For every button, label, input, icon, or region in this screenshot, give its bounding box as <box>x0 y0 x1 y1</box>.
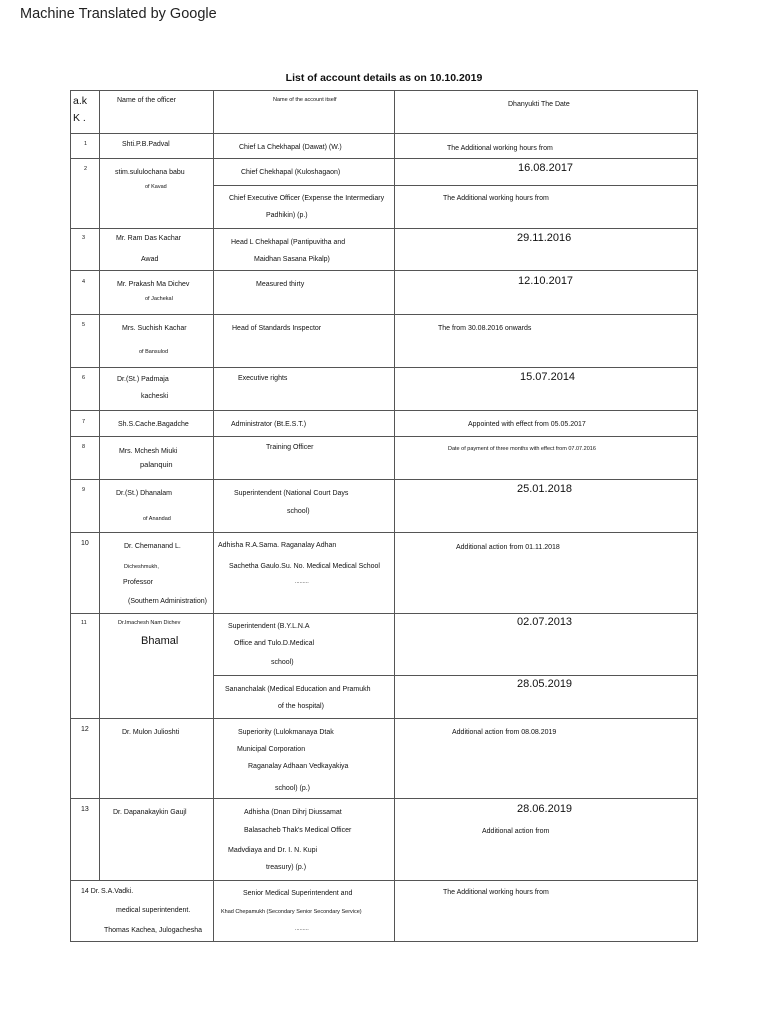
row-number: 1 <box>84 141 88 147</box>
date-text: Additional action from 01.11.2018 <box>456 544 560 551</box>
account-name: Padhikin) (p.) <box>266 212 308 219</box>
officer-name: Sh.S.Cache.Bagadche <box>118 421 189 428</box>
header-account: Name of the account itself <box>273 97 337 103</box>
account-name: Superiority (Lulokmanaya Dtak <box>238 729 334 736</box>
table-rule <box>70 479 698 480</box>
officer-name: kacheski <box>141 393 169 400</box>
officer-name: Dr.Imachesh Nam Dichev <box>118 620 181 626</box>
account-name: Superintendent (B.Y.L.N.A <box>228 623 310 630</box>
account-name: school) (p.) <box>275 785 311 792</box>
account-name: Balasacheb Thak's Medical Officer <box>244 827 352 834</box>
row-number: 10 <box>81 540 89 547</box>
account-name: Senior Medical Superintendent and <box>243 890 353 897</box>
account-name: Training Officer <box>266 444 314 451</box>
officer-name: medical superintendent. <box>116 907 191 914</box>
date-value: 25.01.2018 <box>517 483 573 495</box>
date-value: 16.08.2017 <box>518 162 574 174</box>
date-value: 28.05.2019 <box>517 678 573 690</box>
table-rule <box>70 880 698 881</box>
header-date: Dhanyukti The Date <box>508 101 570 108</box>
table-rule <box>70 133 698 134</box>
row-number: 5 <box>82 322 86 328</box>
officer-name: Thomas Kachea, Julogachesha <box>104 927 203 934</box>
officer-name: Mrs. Mchesh Miuki <box>119 448 178 455</box>
table-rule <box>70 532 698 533</box>
account-name: Khad Chepamukh (Secondary Senior Secondary Service) <box>221 909 362 915</box>
date-text: Additional action from <box>482 828 550 835</box>
account-name: Madvdiaya and Dr. I. N. Kupi <box>228 847 318 854</box>
table-rule <box>70 367 698 368</box>
date-text: Additional action from 08.08.2019 <box>452 729 557 736</box>
row-number: 14 Dr. <box>81 888 100 895</box>
date-value: 29.11.2016 <box>517 232 572 244</box>
officer-name: of Kavad <box>145 184 167 190</box>
table-rule <box>70 410 698 411</box>
date-text: The Additional working hours from <box>443 889 549 896</box>
officer-name: of Jachekal <box>145 296 173 302</box>
header-sr-label: K . <box>73 112 86 124</box>
account-name: Sananchalak (Medical Education and Pramukh <box>225 686 371 693</box>
account-name: Sachetha Gaulo.Su. No. Medical Medical School <box>229 563 380 570</box>
account-name: Superintendent (National Court Days <box>234 490 349 497</box>
date-text: Date of payment of three months with effect from 07.07.2016 <box>448 446 596 452</box>
account-name: Chief Executive Officer (Expense the Intermediary <box>229 195 385 202</box>
table-rule <box>70 90 71 942</box>
account-name: of the hospital) <box>278 703 324 710</box>
table-rule <box>697 90 698 942</box>
row-number: 12 <box>81 726 89 733</box>
officer-name: Dr. Dapanakaykin Gaujl <box>113 809 187 816</box>
account-name: Raganalay Adhaan Vedkayakiya <box>248 763 349 770</box>
table-rule <box>70 436 698 437</box>
row-number: 3 <box>82 235 86 241</box>
officer-name: Dicheshmukh, <box>124 564 159 570</box>
document-title: List of account details as on 10.10.2019 <box>285 72 483 84</box>
header-sr-label: a.k <box>73 95 88 107</box>
officer-name: Shti.P.B.Padval <box>122 141 170 148</box>
officer-name: Bhamal <box>141 635 179 647</box>
officer-name: Mr. Prakash Ma Dichev <box>117 281 190 288</box>
row-number: 7 <box>82 419 86 425</box>
officer-name: Mr. Ram Das Kachar <box>116 235 181 242</box>
officer-name: Professor <box>123 579 153 586</box>
account-name: Adhisha (Dnan Dihrj Diussamat <box>244 809 342 816</box>
account-name: Office and Tulo.D.Medical <box>234 640 315 647</box>
table-rule <box>70 314 698 315</box>
date-text: The Additional working hours from <box>443 195 549 202</box>
table-rule <box>70 613 698 614</box>
account-name: Executive rights <box>238 375 288 382</box>
officer-name: palanquin <box>140 460 173 469</box>
officer-name: of Anandad <box>143 516 171 522</box>
officer-name: Dr. Chemanand L. <box>124 543 181 550</box>
account-name: Head of Standards Inspector <box>232 325 322 332</box>
officer-name: Mrs. Suchish Kachar <box>122 325 187 332</box>
date-value: 15.07.2014 <box>520 371 576 383</box>
officer-name: stim.sululochana babu <box>115 169 185 176</box>
date-value: 12.10.2017 <box>518 275 574 287</box>
table-rule <box>70 158 698 159</box>
officer-name: of Bansulod <box>139 349 169 355</box>
account-name: Municipal Corporation <box>237 746 306 753</box>
translation-banner: Machine Translated by Google <box>20 6 217 22</box>
table-rule <box>99 90 100 880</box>
account-name: Adhisha R.A.Sama. Raganalay Adhan <box>218 542 337 549</box>
table-rule <box>213 675 698 676</box>
account-name: treasury) (p.) <box>266 864 307 871</box>
date-text: The Additional working hours from <box>447 145 553 152</box>
account-name: ......... <box>295 926 309 932</box>
table-rule <box>70 718 698 719</box>
officer-name: Dr. Mulon Julioshti <box>122 729 180 736</box>
row-number: 11 <box>81 620 87 626</box>
date-text: Appointed with effect from 05.05.2017 <box>468 421 586 428</box>
row-number: 6 <box>82 375 86 381</box>
row-number: 4 <box>82 279 86 285</box>
date-text: The from 30.08.2016 onwards <box>438 325 532 332</box>
table-rule <box>394 90 395 942</box>
table-rule <box>213 185 698 186</box>
account-name: school) <box>271 659 294 666</box>
account-name: Administrator (Bt.E.S.T.) <box>231 421 307 428</box>
table-rule <box>70 798 698 799</box>
row-number: 13 <box>81 806 89 813</box>
account-name: Chief La Chekhapal (Dawat) (W.) <box>239 144 342 151</box>
table-rule <box>213 90 214 942</box>
header-officer: Name of the officer <box>117 97 177 104</box>
table-rule <box>70 228 698 229</box>
table-rule <box>70 941 698 942</box>
officer-name: Dr.(St.) Padmaja <box>117 376 169 383</box>
account-name: Maidhan Sasana Pikalp) <box>254 256 330 263</box>
table-rule <box>70 270 698 271</box>
officer-name: Dr.(St.) Dhanalam <box>116 490 173 497</box>
row-number: 8 <box>82 444 86 450</box>
account-name: Measured thirty <box>256 281 305 288</box>
officer-name: Awad <box>141 256 159 263</box>
account-name: school) <box>287 508 310 515</box>
officer-name: (Southern Administration) <box>128 598 207 605</box>
table-rule <box>70 90 698 91</box>
account-name: Head L Chekhapal (Pantipuvitha and <box>231 239 346 246</box>
row-number: 9 <box>82 487 86 493</box>
officer-name: S.A.Vadki. <box>101 888 134 895</box>
account-name: ......... <box>295 579 309 585</box>
row-number: 2 <box>84 166 88 172</box>
date-value: 28.06.2019 <box>517 803 573 815</box>
date-value: 02.07.2013 <box>517 616 573 628</box>
account-name: Chief Chekhapal (Kuloshagaon) <box>241 169 341 176</box>
